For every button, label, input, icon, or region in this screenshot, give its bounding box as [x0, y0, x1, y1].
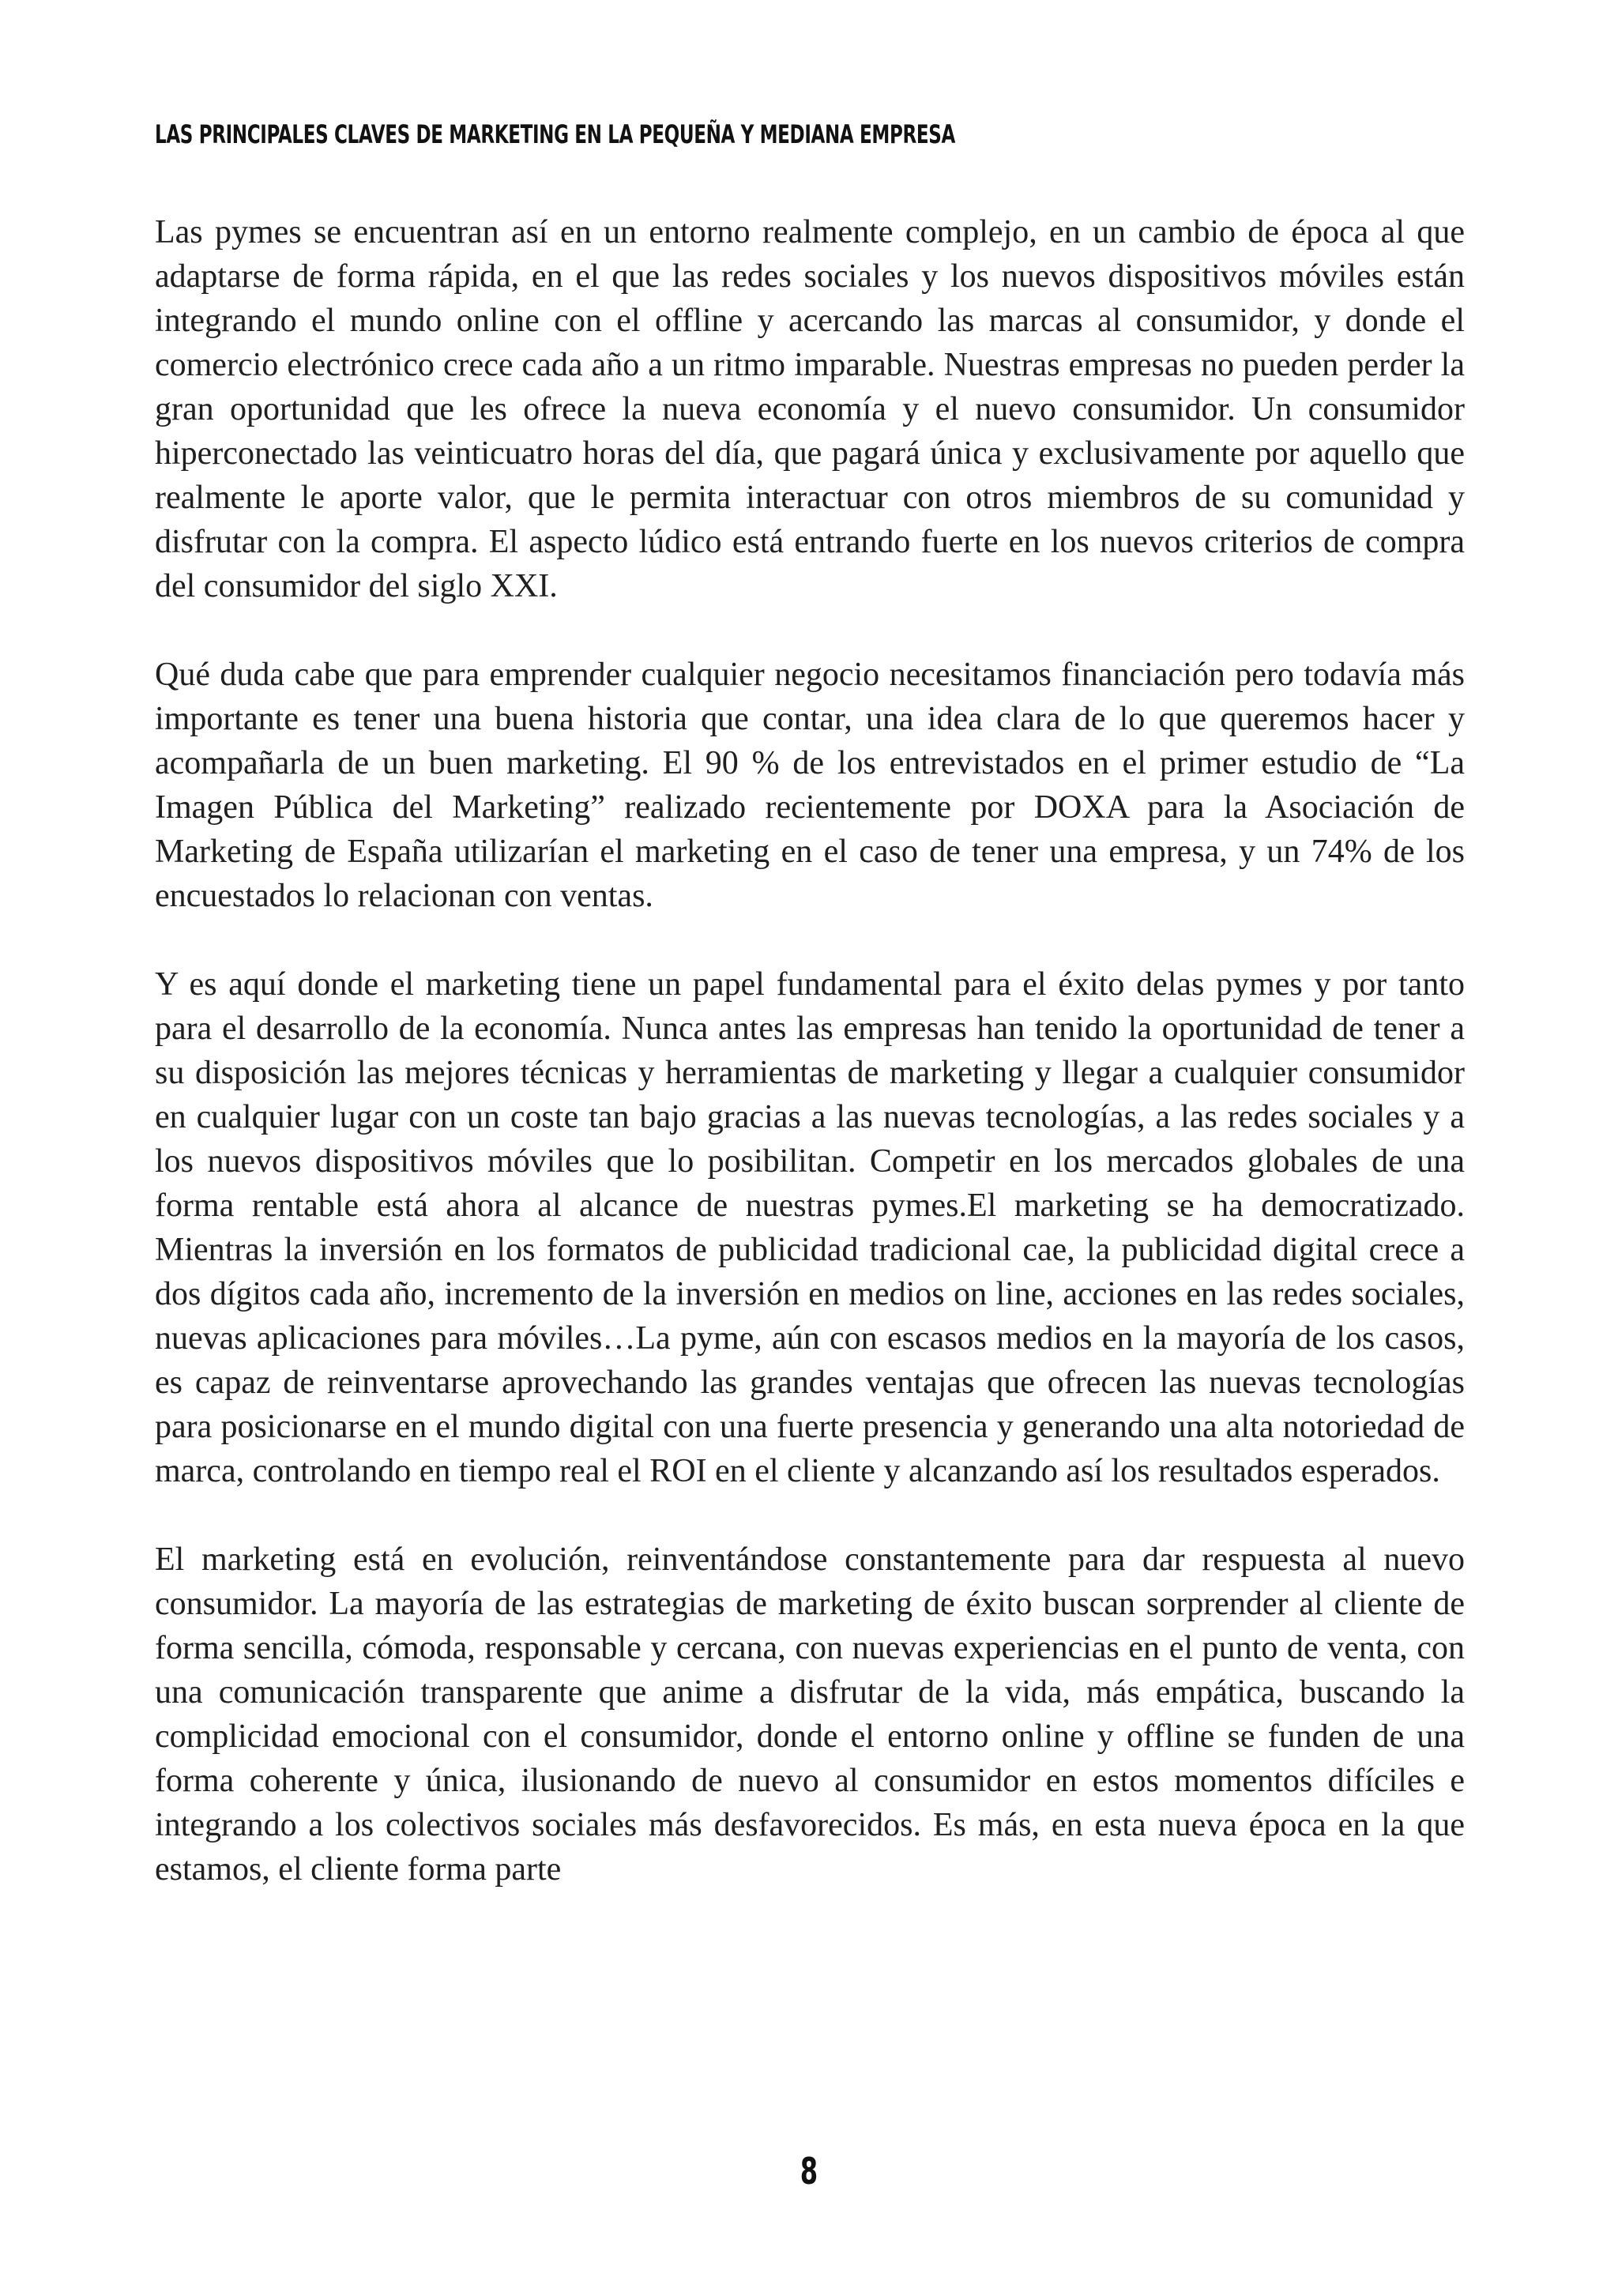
paragraph-4: El marketing está en evolución, reinventándose constantemente para dar respuesta al nuevo consumidor. La mayoría de las estrategias de marketing de éxito buscan sorprender al cliente de forma sencilla, cómoda, responsable y cercana, con nuevas experiencias en el punto de venta, con una comunicación transparente que anime a disfrutar de la vida, más empática, buscando la complicidad emocional con el consumidor, donde el entorno online y offline se funden de una forma coherente y única, ilusionando de nuevo al consumidor en estos momentos difíciles e integrando a los colectivos sociales más desfavorecidos. Es más, en esta nueva época en la que estamos, el cliente forma parte	[155, 1541, 1465, 1888]
body-text	[155, 210, 1465, 1891]
page-number-value: 8	[800, 2150, 818, 2192]
page-number	[0, 2149, 1618, 2193]
paragraph-1: Las pymes se encuentran así en un entorno realmente complejo, en un cambio de época al que adaptarse de forma rápida, en el que las redes sociales y los nuevos dispositivos móviles están integrando el mundo online con el offline y acercando las marcas al consumidor, y donde el comercio electrónico crece cada año a un ritmo imparable. Nuestras empresas no pueden perder la gran oportunidad que les ofrece la nueva economía y el nuevo consumidor. Un consumidor hiperconectado las veinticuatro horas del día, que pagará única y exclusivamente por aquello que realmente le aporte valor, que le permita interactuar con otros miembros de su comunidad y disfrutar con la compra. El aspecto lúdico está entrando fuerte en los nuevos criterios de compra del consumidor del siglo XXI.	[155, 214, 1465, 604]
paragraph-3: Y es aquí donde el marketing tiene un papel fundamental para el éxito delas pymes y por tanto para el desarrollo de la economía. Nunca antes las empresas han tenido la oportunidad de tener a su disposición las mejores técnicas y herramientas de marketing y llegar a cualquier consumidor en cualquier lugar con un coste tan bajo gracias a las nuevas tecnologías, a las redes sociales y a los nuevos dispositivos móviles que lo posibilitan. Competir en los mercados globales de una forma rentable está ahora al alcance de nuestras pymes.El marketing se ha democratizado. Mientras la inversión en los formatos de publicidad tradicional cae, la publicidad digital crece a dos dígitos cada año, incremento de la inversión en medios on line, acciones en las redes sociales, nuevas aplicaciones para móviles…La pyme, aún con escasos medios en la mayoría de los casos, es capaz de reinventarse aprovechando las grandes ventajas que ofrecen las nuevas tecnologías para posicionarse en el mundo digital con una fuerte presencia y generando una alta notoriedad de marca, controlando en tiempo real el ROI en el cliente y alcanzando así los resultados esperados.	[155, 966, 1465, 1489]
paragraph-2: Qué duda cabe que para emprender cualquier negocio necesitamos financiación pero todavía más importante es tener una buena historia que contar, una idea clara de lo que queremos hacer y acompañarla de un buen marketing. El 90 % de los entrevistados en el primer estudio de “La Imagen Pública del Marketing” realizado recientemente por DOXA para la Asociación de Marketing de España utilizarían el marketing en el caso de tener una empresa, y un 74% de los encuestados lo relacionan con ventas.	[155, 657, 1465, 914]
running-header-title: LAS PRINCIPALES CLAVES DE MARKETING EN LA PEQUEÑA Y MEDIANA EMPRESA	[155, 119, 955, 149]
